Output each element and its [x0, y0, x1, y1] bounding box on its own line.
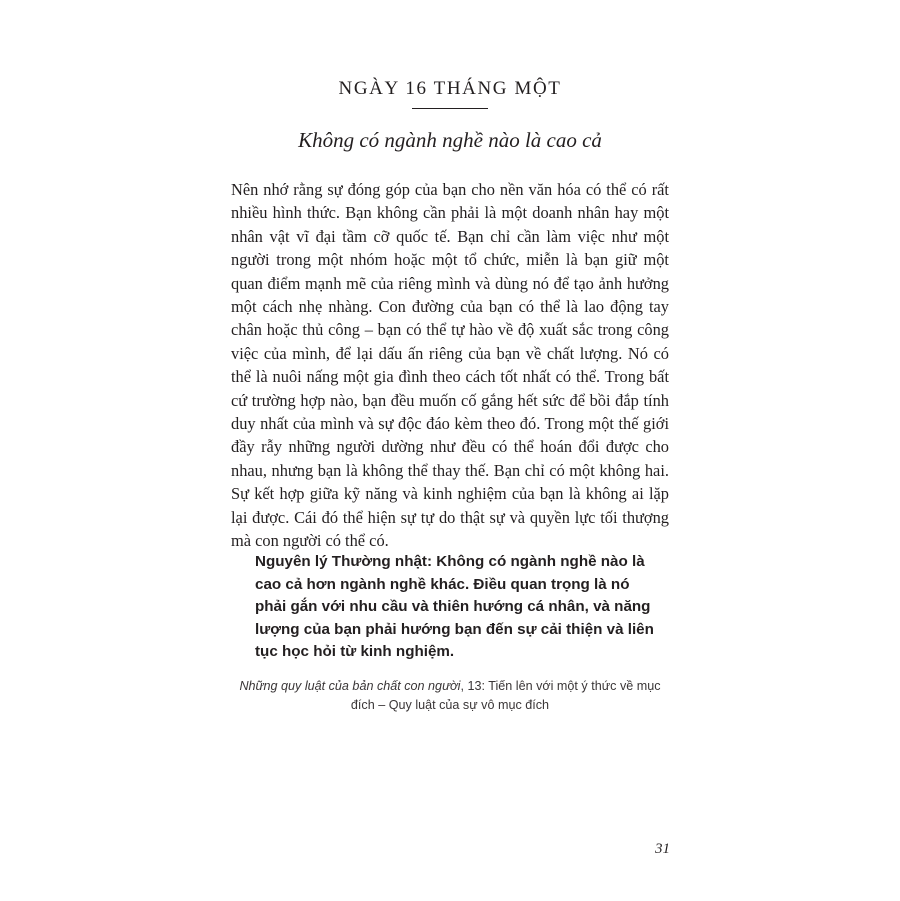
body-paragraph: Nên nhớ rằng sự đóng góp của bạn cho nền văn hóa có thể có rất nhiều hình thức. Bạn không cần phải là một doanh nhân hay một nhân vật vĩ đại tầm cỡ quốc tế. Bạn chỉ cần làm việc như một người trong một nhóm hoặc một tổ chức, miễn là bạn giữ một quan điểm mạnh mẽ của riêng mình và dùng nó để tạo ảnh hưởng một cách nhẹ nhàng. Con đường của bạn có thể là lao động tay chân hoặc thủ công – bạn có thể tự hào về độ xuất sắc trong công việc của mình, để lại dấu ấn riêng của bạn về chất lượng. Nó có thể là nuôi nấng một gia đình theo cách tốt nhất có thể. Trong bất cứ trường hợp nào, bạn đều muốn cố gắng hết sức để bồi đắp tính duy nhất của mình và sự độc đáo kèm theo đó. Trong một thế giới đầy rẫy những người dường như đều có thể hoán đổi được cho nhau, nhưng bạn là không thể thay thế. Bạn chỉ có một không hai. Sự kết hợp giữa kỹ năng và kinh nghiệm của bạn là không ai lặp lại được. Cái đó thể hiện sự tự do thật sự và quyền lực tối thượng mà con người có thể có. — [231, 180, 669, 551]
page-number: 31 — [655, 841, 670, 857]
date-heading: NGÀY 16 THÁNG MỘT — [338, 78, 562, 99]
source-citation — [232, 677, 668, 715]
heading-divider — [412, 108, 488, 109]
daily-principle: Nguyên lý Thường nhật: Không có ngành nghề nào là cao cả hơn ngành nghề khác. Điều quan trọng là nó phải gắn với nhu cầu và thiên hướng cá nhân, và năng lượng của bạn phải hướng bạn đến sự cải thiện và liên tục học hỏi từ kinh nghiệm. — [255, 553, 654, 661]
entry-title: Không có ngành nghề nào là cao cả — [298, 128, 602, 152]
citation-book-title: Những quy luật của bản chất con người — [239, 679, 461, 693]
citation-detail: , 13: Tiến lên với một ý thức về mục đích – Quy luật của sự vô mục đích — [350, 679, 661, 712]
